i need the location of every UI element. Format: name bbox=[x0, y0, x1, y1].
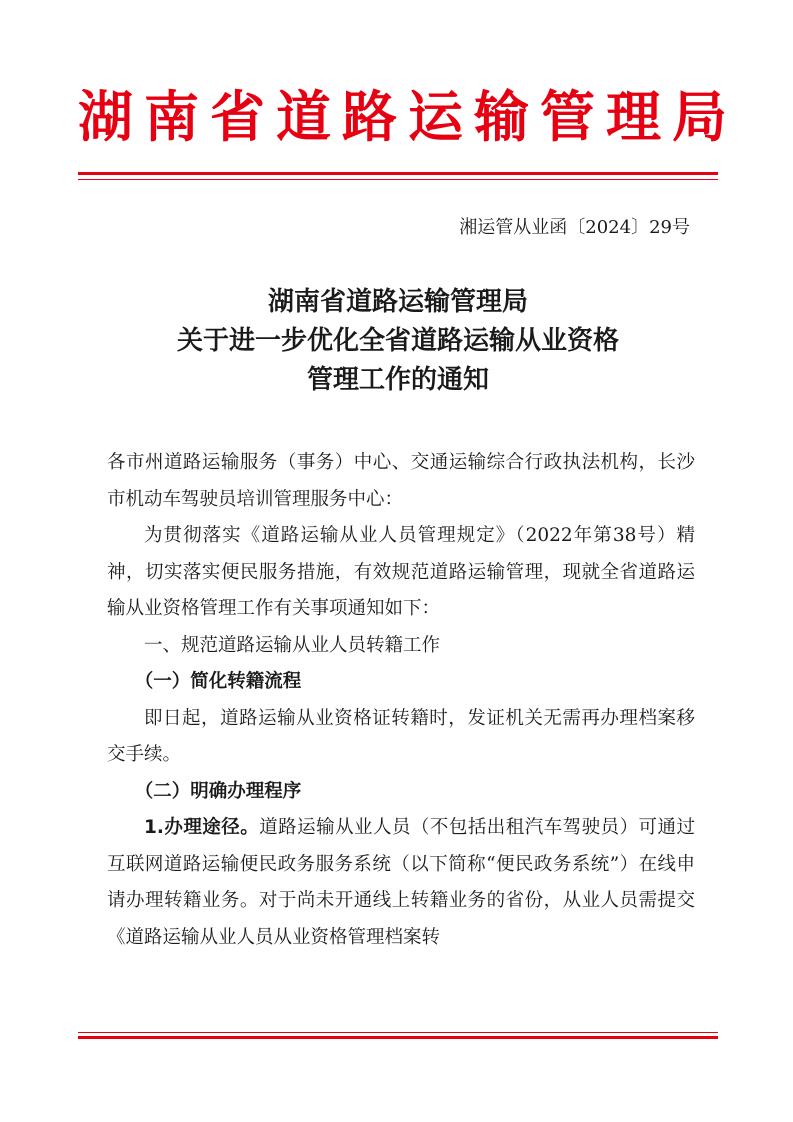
masthead-rule-thin bbox=[78, 179, 718, 180]
document-body bbox=[107, 445, 695, 956]
section-heading-1: 一、规范道路运输从业人员转籍工作 bbox=[144, 634, 441, 656]
subsection-heading-2: （二）明确办理程序 bbox=[134, 780, 302, 802]
subsection-heading-1: （一）简化转籍流程 bbox=[134, 671, 302, 692]
intro-paragraph: 为贯彻落实《道路运输从业人员管理规定》（2022年第38号）精神，切实落实便民服务措施，有效规范道路运输管理，现就全省道路运输从业资格管理工作有关事项通知如下： bbox=[107, 525, 695, 619]
document-title bbox=[78, 283, 718, 400]
footer-rule-thick bbox=[78, 1036, 718, 1039]
title-line-1: 湖南省道路运输管理局 bbox=[267, 287, 528, 317]
subsection-1-text: 即日起，道路运输从业资格证转籍时，发证机关无需再办理档案移交手续。 bbox=[107, 707, 695, 765]
item-1-text: 道路运输从业人员（不包括出租汽车驾驶员）可通过互联网道路运输便民政务服务系统（以下简称“便民政务系统”）在线申请办理转籍业务。对于尚未开通线上转籍业务的省份，从业人员需提交《道路运输从业人员从业资格管理档案转 bbox=[107, 817, 695, 948]
salutation: 各市州道路运输服务（事务）中心、交通运输综合行政执法机构，长沙市机动车驾驶员培训管理服务中心： bbox=[107, 452, 695, 510]
item-1-paragraph bbox=[107, 810, 695, 956]
masthead-rule-thick bbox=[78, 172, 718, 175]
footer-rule-thin bbox=[78, 1032, 718, 1033]
title-line-2: 关于进一步优化全省道路运输从业资格 bbox=[176, 326, 619, 356]
masthead-title: 湖南省道路运输管理局 bbox=[78, 85, 739, 149]
document-number: 湘运管从业函〔2024〕29号 bbox=[459, 217, 690, 238]
title-line-3: 管理工作的通知 bbox=[306, 365, 489, 395]
item-1-lead: 1.办理途径。 bbox=[144, 817, 260, 838]
